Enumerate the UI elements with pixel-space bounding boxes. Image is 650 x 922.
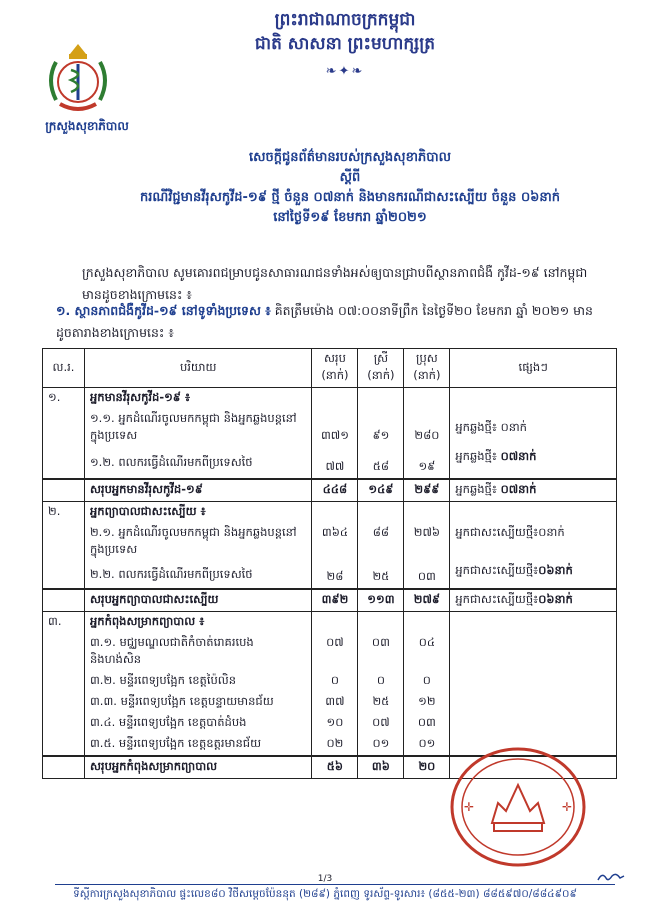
row-total: ២៨ — [312, 561, 358, 589]
row-male: ០៣ — [404, 561, 450, 589]
sum-male: ២០ — [404, 756, 450, 779]
row-total: ០ — [312, 671, 358, 692]
kingdom-name: ព្រះរាជាណាចក្រកម្ពុជា — [274, 10, 416, 30]
group-1-number: ១. — [43, 388, 85, 480]
row-desc: ៣.៤. មន្ទីរពេទ្យបង្អែក ខេត្តបាត់ដំបង — [84, 713, 311, 734]
row-desc: ២.២. ពលករធ្វើដំណើរមកពីប្រទេសថៃ — [84, 561, 311, 589]
section-1-text: គិតត្រឹមម៉ោង ០៧:០០នាទីព្រឹក នៃថ្ងៃទី២០ ខែមករា ឆ្នាំ ២០២១ មានដូចតារាងខាងក្រោមនេះ ៖ — [56, 303, 593, 340]
group-2-number: ២. — [43, 502, 85, 590]
row-male: ០៣ — [404, 713, 450, 734]
ministry-name: ក្រសួងសុខាភិបាល — [45, 119, 129, 133]
ministry-logo-icon — [42, 40, 114, 116]
row-total: ០៧ — [312, 633, 358, 671]
row-female: ០ — [358, 671, 404, 692]
group-3-title: អ្នកកំពុងសម្រាកព្យាបាល ៖ — [84, 612, 311, 634]
sum-female: ១១៣ — [358, 589, 404, 612]
header-male: ប្រុស (នាក់) — [404, 349, 450, 388]
row-female: ២៥ — [358, 561, 404, 589]
row-female: ០៣ — [358, 633, 404, 671]
row-female: ៨៨ — [358, 523, 404, 561]
table-row — [43, 502, 617, 524]
sum-remark: អ្នកឆ្លងថ្មី៖ ០៧នាក់ — [450, 479, 617, 502]
official-stamp-icon — [448, 745, 588, 870]
title-line-4: នៅថ្ងៃទី១៩ ខែមករា ឆ្នាំ២០២១ — [273, 210, 427, 225]
row-male: ១២ — [404, 692, 450, 713]
header-no: ល.រ. — [43, 349, 85, 388]
sum-total: ៣៩២ — [312, 589, 358, 612]
header-other: ផ្សេងៗ — [450, 349, 617, 388]
row-desc: ៣.១. មជ្ឈមណ្ឌលជាតិកំចាត់រោគរបេង និងហង់សិន — [84, 633, 311, 671]
sum-total: ៥៦ — [312, 756, 358, 779]
row-male: ២៧៦ — [404, 523, 450, 561]
row-female: ៥៨ — [358, 447, 404, 479]
row-female: ០៧ — [358, 713, 404, 734]
group-1-sum-desc: សរុបអ្នកមានវីរុសកូវីដ-១៩ — [84, 479, 311, 502]
title-line-2: ស្តីពី — [339, 170, 361, 185]
row-total: ៧៧ — [312, 447, 358, 479]
row-total: ៣៦៤ — [312, 523, 358, 561]
title-line-1: សេចក្តីជូនព័ត៌មានរបស់ក្រសួងសុខាភិបាល — [249, 150, 451, 165]
row-male: ០៤ — [404, 633, 450, 671]
header-description: បរិយាយ — [84, 349, 311, 388]
group-3-sum-desc: សរុបអ្នកកំពុងសម្រាកព្យាបាល — [84, 756, 311, 779]
sum-male: ២៩៩ — [404, 479, 450, 502]
table-header-row — [43, 349, 617, 388]
table-row — [43, 479, 617, 502]
section-1 — [56, 300, 606, 344]
row-total: ១០ — [312, 713, 358, 734]
signature-initial-icon — [596, 870, 626, 884]
row-desc: ១.១. អ្នកដំណើរចូលមកកម្ពុជា និងអ្នកឆ្លងបន្តនៅក្នុងប្រទេស — [84, 409, 311, 447]
kingdom-heading — [180, 8, 510, 56]
group-2-sum-desc: សរុបអ្នកព្យាបាលជាសះស្បើយ — [84, 589, 311, 612]
ornament-divider: ❧✦❧ — [325, 64, 365, 79]
sum-male: ២៧៩ — [404, 589, 450, 612]
covid-status-table — [42, 348, 617, 779]
group-2-title: អ្នកព្យាបាលជាសះស្បើយ ៖ — [84, 502, 311, 524]
row-desc: ៣.២. មន្ទីរពេទ្យបង្អែក ខេត្តប៉ៃលិន — [84, 671, 311, 692]
sum-female: ១៤៩ — [358, 479, 404, 502]
row-female: ២៥ — [358, 692, 404, 713]
footer-divider — [55, 884, 615, 885]
row-male: ២៨០ — [404, 409, 450, 447]
row-male: ០ — [404, 671, 450, 692]
table-row — [43, 561, 617, 589]
table-row — [43, 523, 617, 561]
table-row — [43, 409, 617, 447]
table-row — [43, 589, 617, 612]
row-male: ០១ — [404, 734, 450, 756]
sum-remark: អ្នកជាសះស្បើយថ្មី៖០៦នាក់ — [450, 589, 617, 612]
sum-female: ៣៦ — [358, 756, 404, 779]
section-1-heading: ១. ស្ថានភាពជំងឺកូវីដ-១៩ នៅទូទាំងប្រទេស ៖ — [56, 303, 271, 318]
row-desc: ៣.៣. មន្ទីរពេទ្យបង្អែក ខេត្តបន្ទាយមានជ័យ — [84, 692, 311, 713]
svg-text:✛: ✛ — [464, 800, 475, 814]
group-3-number: ៣. — [43, 612, 85, 757]
title-line-3: ករណីវិជ្ជមានវីរុសកូវីដ-១៩ ថ្មី ចំនួន ០៧នាក់ និងមានករណីជាសះស្បើយ ចំនួន ០៦នាក់ — [139, 190, 560, 205]
row-total: ៣៧១ — [312, 409, 358, 447]
table-row — [43, 447, 617, 479]
row-remark: អ្នកជាសះស្បើយថ្មី៖០នាក់ — [450, 523, 617, 561]
table-row — [43, 612, 617, 634]
table-row — [43, 388, 617, 410]
row-desc: ២.១. អ្នកដំណើរចូលមកកម្ពុជា និងអ្នកឆ្លងបន្តនៅក្នុងប្រទេស — [84, 523, 311, 561]
page-number: 1/3 — [317, 874, 333, 884]
sum-total: ៤៤៨ — [312, 479, 358, 502]
document-title — [139, 148, 560, 228]
row-female: ៩១ — [358, 409, 404, 447]
header-total: សរុប (នាក់) — [312, 349, 358, 388]
row-remark: អ្នកឆ្លងថ្មី៖ ០៧នាក់ — [450, 447, 617, 479]
national-motto: ជាតិ សាសនា ព្រះមហាក្សត្រ — [254, 34, 436, 54]
row-male: ១៩ — [404, 447, 450, 479]
row-remark: អ្នកឆ្លងថ្មី៖ ០នាក់ — [450, 409, 617, 447]
row-total: ៣៧ — [312, 692, 358, 713]
row-female: ០១ — [358, 734, 404, 756]
header-female: ស្រី (នាក់) — [358, 349, 404, 388]
group-1-title: អ្នកមានវីរុសកូវីដ-១៩ ៖ — [84, 388, 311, 410]
footer-address: ទីស្តីការក្រសួងសុខាភិបាល ផ្ទះលេខ៨០ វិថីសម្តេចប៉ែននុត (២៨៩) ភ្នំពេញ ទូរស័ព្ទ-ទូរសារ៖ (៨៥៥-២៣) ៨៨៥៩៧០/៨៨៤៩០៩ — [73, 888, 577, 900]
row-remark: អ្នកជាសះស្បើយថ្មី៖០៦នាក់ — [450, 561, 617, 589]
row-desc: ៣.៥. មន្ទីរពេទ្យបង្អែក ខេត្តឧត្តរមានជ័យ — [84, 734, 311, 756]
svg-text:✛: ✛ — [562, 800, 573, 814]
row-total: ០២ — [312, 734, 358, 756]
intro-paragraph: ក្រសួងសុខាភិបាល សូមគោរពជម្រាបជូនសាធារណជនទាំងអស់ឲ្យបានជ្រាបពីស្ថានភាពជំងឺ កូវីដ-១៩ នៅកម្ពុជា មានដូចខាងក្រោមនេះ ៖ — [82, 265, 588, 302]
row-desc: ១.២. ពលករធ្វើដំណើរមកពីប្រទេសថៃ — [84, 447, 311, 479]
